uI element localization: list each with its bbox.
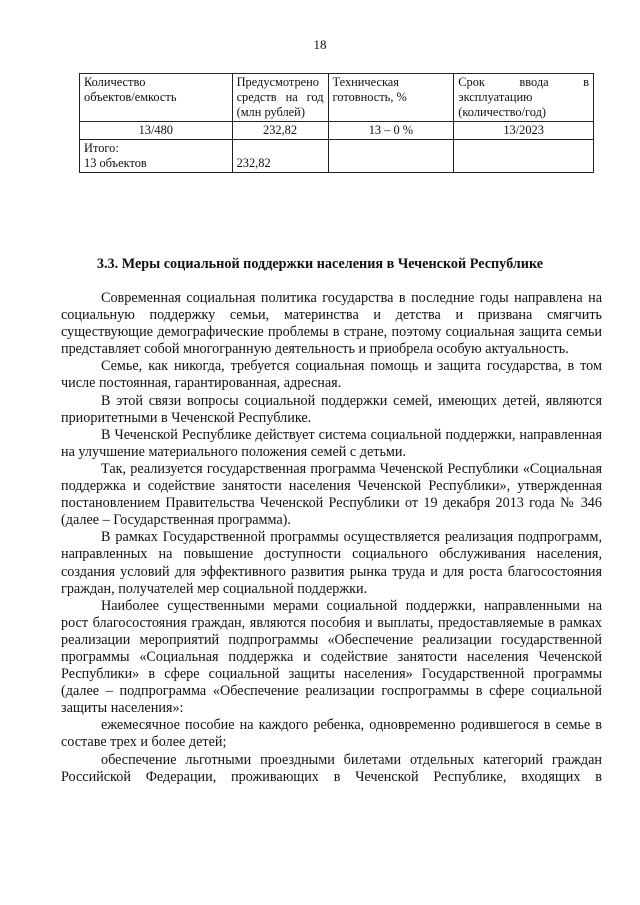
header-cell-funds: [232, 74, 328, 122]
header-cell-readiness: [328, 74, 454, 122]
section-heading: 3.3. Меры социальной поддержки населения в Чеченской Республике: [96, 256, 544, 272]
table-total-row: [80, 140, 594, 173]
total-count: 13 объектов: [84, 156, 147, 170]
header-text: Предусмотрено: [236, 75, 320, 89]
header-text: (млн рублей): [236, 105, 305, 119]
total-amount: 232,82: [232, 140, 328, 173]
paragraph: Семье, как никогда, требуется социальная помощь и защита государства, в том числе постоянная, гарантированная, адресная.: [61, 358, 602, 392]
body-text: [61, 290, 602, 786]
cell-capacity: 13/480: [80, 122, 233, 140]
header-text: Срок ввода в: [458, 75, 589, 89]
header-text: Техническая: [332, 75, 399, 89]
header-cell-commissioning: [454, 74, 594, 122]
header-cell-capacity: [80, 74, 233, 122]
cell-readiness: 13 – 0 %: [328, 122, 454, 140]
header-text: объектов/емкость: [84, 90, 177, 104]
header-text: эксплуатацию: [458, 90, 533, 104]
investment-table: [79, 73, 594, 173]
paragraph: ежемесячное пособие на каждого ребенка, одновременно родившегося в семье в составе трех и более детей;: [61, 717, 602, 751]
total-empty-cell: [328, 140, 454, 173]
total-label: Итого:: [84, 141, 119, 155]
cell-funds: 232,82: [232, 122, 328, 140]
paragraph: В Чеченской Республике действует система социальной поддержки, направленная на улучшение материального положения семей с детьми.: [61, 426, 602, 460]
header-text: средств на год: [236, 90, 324, 104]
paragraph: Современная социальная политика государства в последние годы направлена на социальную поддержку семьи, материнства и детства и призвана смягчить существующие демографические проблемы в стране, поэтому социальная защита семьи представляет собой многогранную деятельность и приобрела особую актуальность.: [61, 290, 602, 358]
page-number: 18: [313, 37, 327, 52]
table-row: [80, 122, 594, 140]
header-text: Количество: [84, 75, 146, 89]
total-label-cell: [80, 140, 233, 173]
table-header-row: [80, 74, 594, 122]
paragraph: Так, реализуется государственная программа Чеченской Республики «Социальная поддержка и содействие занятости населения Чеченской Республики», утвержденная постановлением Правительства Чеченской Республики от 19 декабря 2013 года № 346 (далее – Государственная программа).: [61, 460, 602, 529]
paragraph: обеспечение льготными проездными билетами отдельных категорий граждан Российской Федерации, проживающих в Чеченской Республике, входящих в: [61, 751, 602, 785]
header-text: готовность, %: [332, 90, 407, 104]
paragraph: В этой связи вопросы социальной поддержки семей, имеющих детей, являются приоритетными в Чеченской Республике.: [61, 392, 602, 426]
cell-commissioning: 13/2023: [454, 122, 594, 140]
paragraph: В рамках Государственной программы осуществляется реализация подпрограмм, направленных на повышение доступности социального обслуживания населения, создания условий для эффективного развития рынка труда и для роста благосостояния граждан, получателей мер социальной поддержки.: [61, 529, 602, 597]
header-text: (количество/год): [458, 105, 547, 119]
total-empty-cell: [454, 140, 594, 173]
paragraph: Наиболее существенными мерами социальной поддержки, направленными на рост благосостояния граждан, являются пособия и выплаты, предоставляемые в рамках реализации мероприятий подпрограммы «Обеспечение реализации государственной программы «Социальная поддержка и содействие занятости населения Чеченской Республики» в сфере социальной защиты населения» Государственной программы (далее – подпрограмма «Обеспечение реализации госпрограммы в сфере социальной защиты населения»:: [61, 597, 602, 717]
